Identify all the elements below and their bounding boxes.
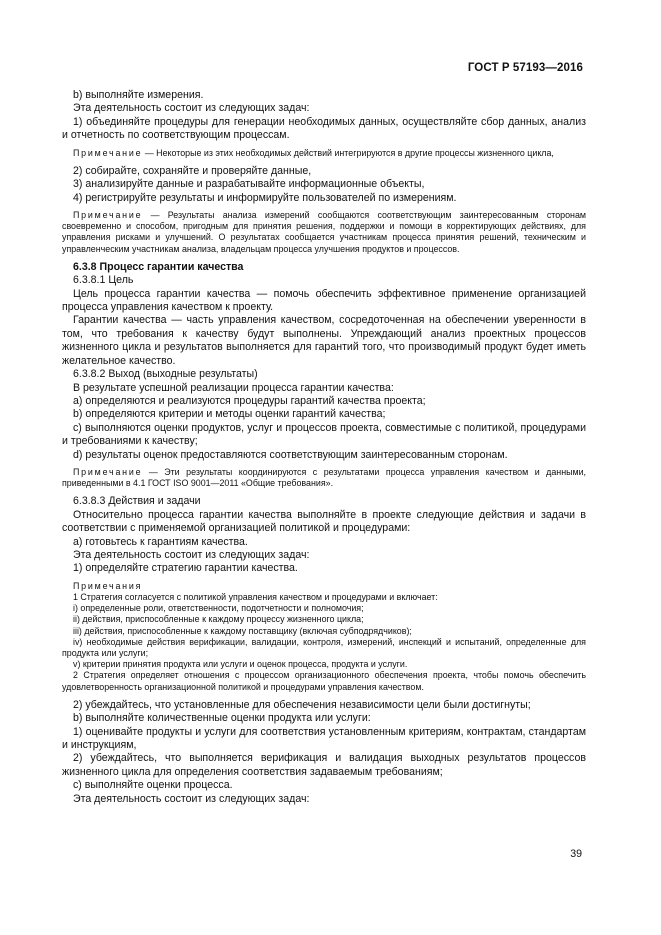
- paragraph: c) выполняются оценки продуктов, услуг и процессов проекта, совместимые с политикой, процедурами и требованиями к качеству;: [62, 421, 586, 448]
- note-text: — Эти результаты координируются с результатами процесса управления качеством и данными, приведенными в 4.1 ГОСТ ISO 9001—2011 «Общие требования».: [62, 466, 586, 489]
- subsection-heading: 6.3.8.1 Цель: [73, 274, 134, 287]
- section-heading: 6.3.8 Процесс гарантии качества: [73, 260, 244, 273]
- paragraph: b) определяются критерии и методы оценки гарантий качества;: [73, 408, 386, 421]
- note-item: 2 Стратегия определяет отношения с процессом организационного обеспечения проекта, чтобы помочь обеспечить удовлетворенность организационной политикой и процедурами управления качеством.: [62, 670, 586, 692]
- paragraph: 3) анализируйте данные и разрабатывайте информационные объекты,: [73, 178, 425, 191]
- note-text: — Некоторые из этих необходимых действий интегрируются в другие процессы жизненного цикла,: [142, 147, 554, 158]
- page-number: 39: [570, 848, 582, 860]
- note-label: Примечание: [73, 466, 143, 477]
- paragraph: Эта деятельность состоит из следующих задач:: [73, 102, 310, 115]
- paragraph: a) определяются и реализуются процедуры гарантий качества проекта;: [73, 394, 426, 407]
- paragraph: 1) оценивайте продукты и услуги для соответствия установленным критериям, контрактам, стандартам и инструкциям,: [62, 725, 586, 752]
- note-item: 1 Стратегия согласуется с политикой управления качеством и процедурами и включает:: [73, 592, 438, 602]
- paragraph: Эта деятельность состоит из следующих задач:: [73, 792, 310, 805]
- paragraph: a) готовьтесь к гарантиям качества.: [73, 535, 248, 548]
- paragraph: 1) определяйте стратегию гарантии качества.: [73, 562, 298, 575]
- note: [62, 467, 586, 489]
- paragraph: d) результаты оценок предоставляются соответствующим заинтересованным сторонам.: [73, 448, 508, 461]
- note: [62, 148, 586, 159]
- paragraph: b) выполняйте количественные оценки продукта или услуги:: [73, 712, 371, 725]
- paragraph: Относительно процесса гарантии качества выполняйте в проекте следующие действия и задачи в соответствии с применяемой организацией политикой и процедурами:: [62, 508, 586, 535]
- note-label: Примечание: [73, 147, 143, 158]
- paragraph: Гарантии качества — часть управления качеством, сосредоточенная на обеспечении уверенности в том, что требования к качеству будут выполнены. Упреждающий анализ проектных процессов жизненного цикла и результатов выполняется для гарантий того, что производимый продукт будет иметь желательное качество.: [62, 314, 586, 367]
- note-item: iii) действия, приспособленные к каждому поставщику (включая субподрядчиков);: [73, 625, 412, 636]
- main-content: [62, 89, 586, 806]
- note-item: iv) необходимые действия верификации, валидации, контроля, измерений, инспекций и испытаний, определенные для продукта или услуги;: [62, 636, 586, 659]
- paragraph: 2) собирайте, сохраняйте и проверяйте данные,: [73, 164, 312, 177]
- paragraph: b) выполняйте измерения.: [73, 89, 204, 101]
- note-item: v) критерии принятия продукта или услуги и оценок процесса, продукта и услуги.: [73, 659, 408, 670]
- paragraph: 2) убеждайтесь, что установленные для обеспечения независимости цели были достигнуты;: [73, 698, 531, 711]
- notes-label: Примечания: [73, 580, 143, 591]
- note-label: Примечание: [73, 210, 143, 221]
- paragraph: В результате успешной реализации процесса гарантии качества:: [73, 381, 394, 394]
- paragraph: 1) объединяйте процедуры для генерации необходимых данных, осуществляйте сбор данных, анализ и отчетность по соответствующим процессам.: [62, 115, 586, 142]
- paragraph: 2) убеждайтесь, что выполняется верификация и валидация выходных результатов процессов жизненного цикла для определения соответствия задаваемым требованиям;: [62, 752, 586, 778]
- note-item: i) определенные роли, ответственности, подотчетности и полномочия;: [73, 603, 364, 614]
- paragraph: Эта деятельность состоит из следующих задач:: [73, 548, 310, 561]
- note: [62, 210, 586, 255]
- paragraph: c) выполняйте оценки процесса.: [73, 779, 233, 792]
- subsection-heading: 6.3.8.2 Выход (выходные результаты): [73, 368, 258, 381]
- paragraph: Цель процесса гарантии качества — помочь обеспечить эффективное применение организацией процесса управления качеством к проекту.: [62, 287, 586, 314]
- paragraph: 4) регистрируйте результаты и информируйте пользователей по измерениям.: [73, 191, 457, 204]
- subsection-heading: 6.3.8.3 Действия и задачи: [73, 495, 201, 508]
- document-code: ГОСТ Р 57193—2016: [467, 62, 583, 74]
- note-item: ii) действия, приспособленные к каждому процессу жизненного цикла;: [73, 614, 364, 625]
- note-text: — Результаты анализа измерений сообщаются соответствующим заинтересованным сторонам своевременно и способом, пригодным для принятия решения, поддержки и помощи в корректирующих действиях, для управления рисками и улучшений. О результатах сообщается участникам процесса принятия решений, техническим и управленческим участникам анализа, владельцам процесса улучшения продуктов и процессов.: [62, 210, 586, 254]
